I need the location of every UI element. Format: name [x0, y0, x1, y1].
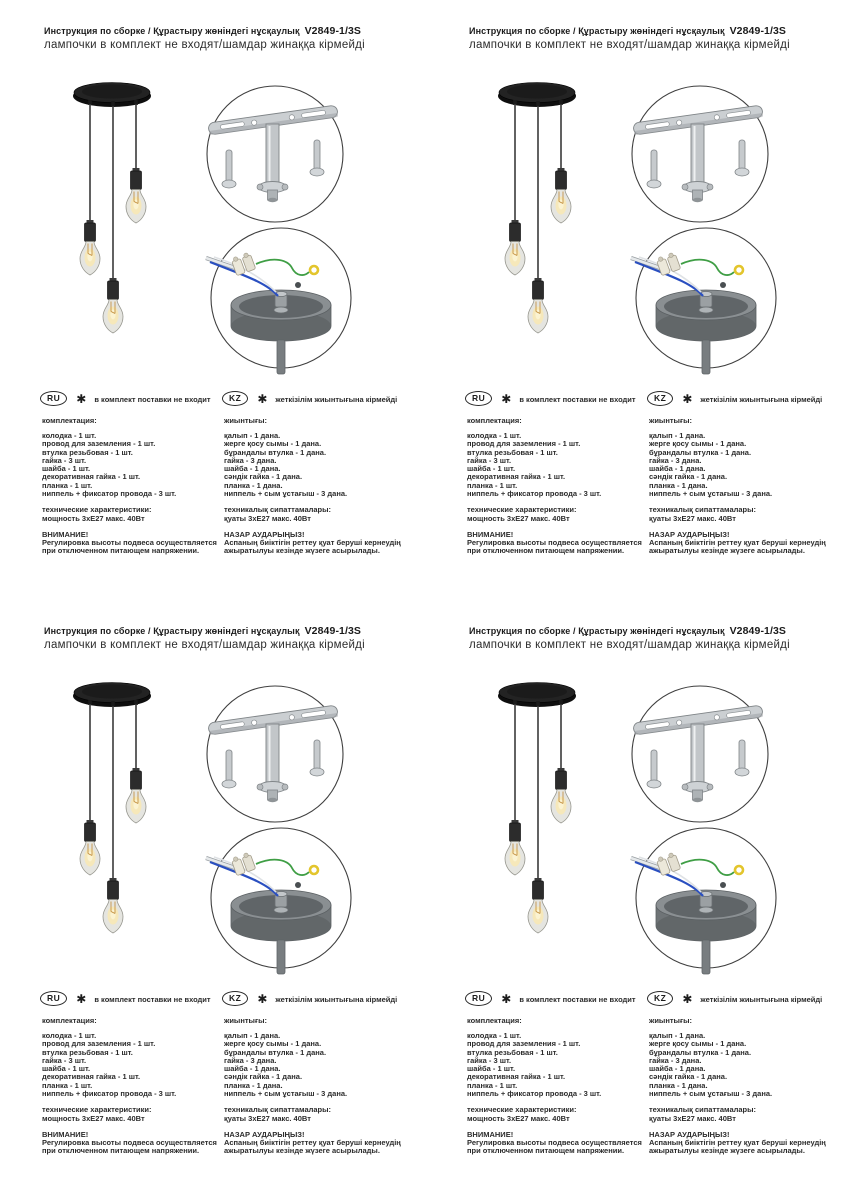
not-included-note-ru: в комплект поставки не входит: [519, 995, 636, 1004]
tech-title-ru: технические характеристики:: [42, 505, 152, 515]
part-item: қалып - 1 дана.: [224, 431, 281, 440]
bulb-unit: [551, 168, 571, 223]
mounting-bracket-detail-icon: [207, 686, 343, 822]
screw-dot-icon: [295, 282, 301, 288]
parts-list-ru: [467, 1032, 649, 1098]
warning-text-ru: Регулировка высоты подвеса осуществляется при отключенном питающем напряжении.: [42, 1137, 217, 1156]
parts-list-title-kz: жиынтығы:: [224, 1016, 267, 1025]
warning-kz: [224, 530, 420, 556]
tech-title-ru: технические характеристики:: [467, 505, 577, 515]
assembly-title: Инструкция по сборке / Құрастыру жөніндегі нұсқаулық: [44, 626, 300, 636]
bulb-unit: [80, 820, 100, 875]
screw-dot-icon: [720, 282, 726, 288]
tech-title-ru: технические характеристики:: [467, 1105, 577, 1115]
part-item: шайба - 1 шт.: [467, 464, 516, 474]
part-item: планка - 1 дана.: [224, 1080, 283, 1090]
part-item: жерге қосу сымы - 1 дана.: [649, 439, 747, 449]
parts-column-kz: [649, 1016, 845, 1156]
instruction-sheet: [0, 0, 425, 600]
parts-list-title-kz: жиынтығы:: [649, 1016, 692, 1025]
lang-badge-kz: KZ: [222, 991, 248, 1006]
tech-title-kz: техникалық сипаттамалары:: [649, 505, 757, 515]
tech-value-kz: қуаты 3хЕ27 макс. 40Вт: [649, 1113, 736, 1123]
not-included-note-kz: жеткізілім жиынтығына кірмейді: [700, 395, 823, 404]
part-item: шайба - 1 шт.: [42, 1064, 91, 1074]
warning-text-ru: Регулировка высоты подвеса осуществляется при отключенном питающем напряжении.: [467, 537, 642, 556]
legend-kz: [222, 391, 397, 406]
instruction-sheet: [425, 0, 849, 600]
bulb-unit: [551, 768, 571, 823]
assembly-illustration: [455, 58, 795, 378]
assembly-title: Инструкция по сборке / Құрастыру жөніндегі нұсқаулық: [44, 26, 300, 36]
warning-text-kz: Аспаның биіктігін реттеу қуат беруші кернеудің ажыратылуы кезінде жүзеге асырылады.: [649, 537, 826, 556]
part-item: ниппель + сым ұстағыш - 3 дана.: [649, 1089, 773, 1099]
tech-title-ru: технические характеристики:: [42, 1105, 152, 1115]
warning-title-kz: НАЗАР АУДАРЫҢЫЗ!: [224, 1129, 305, 1139]
not-included-note-kz: жеткізілім жиынтығына кірмейді: [700, 995, 823, 1004]
part-item: декоративная гайка - 1 шт.: [467, 472, 566, 482]
legend-ru: [40, 991, 211, 1006]
bulb-unit: [126, 168, 146, 223]
part-item: бұрандалы втулка - 1 дана.: [649, 447, 752, 457]
model-number: V2849-1/3S: [729, 25, 787, 37]
parts-list-title-kz: жиынтығы:: [649, 416, 692, 425]
mounting-bracket-detail-icon: [207, 86, 343, 222]
bulb-unit: [505, 820, 525, 875]
lang-badge-kz: KZ: [647, 391, 673, 406]
part-item: гайка - 3 шт.: [467, 455, 512, 465]
header-title-row: [44, 25, 365, 37]
tech-value-kz: қуаты 3хЕ27 макс. 40Вт: [224, 513, 311, 523]
bulb-unit: [528, 878, 548, 933]
part-item: колодка - 1 шт.: [42, 431, 97, 440]
warning-text-kz: Аспаның биіктігін реттеу қуат беруші кернеудің ажыратылуы кезінде жүзеге асырылады.: [224, 1137, 401, 1156]
tech-value-kz: қуаты 3хЕ27 макс. 40Вт: [649, 513, 736, 523]
warning-ru: [42, 530, 224, 556]
asterisk-icon: ✱: [501, 991, 512, 1006]
part-item: планка - 1 дана.: [649, 480, 708, 490]
warning-title-ru: ВНИМАНИЕ!: [42, 529, 89, 539]
wiring-detail-icon: [631, 228, 776, 374]
bulbs-not-included-note: лампочки в комплект не входят/шамдар жинаққа кірмейді: [469, 639, 790, 651]
parts-list-title-ru: комплектация:: [42, 416, 97, 425]
tech-specs-kz: [224, 506, 420, 523]
parts-column-kz: [224, 1016, 420, 1156]
lang-badge-ru: RU: [40, 391, 67, 406]
warning-text-ru: Регулировка высоты подвеса осуществляется при отключенном питающем напряжении.: [467, 1137, 642, 1156]
tech-specs-ru: [42, 1106, 224, 1123]
warning-title-kz: НАЗАР АУДАРЫҢЫЗ!: [224, 529, 305, 539]
assembly-title: Инструкция по сборке / Құрастыру жөніндегі нұсқаулық: [469, 626, 725, 636]
warning-ru: [42, 1130, 224, 1156]
tech-value-kz: қуаты 3хЕ27 макс. 40Вт: [224, 1113, 311, 1123]
part-item: втулка резьбовая - 1 шт.: [42, 1047, 133, 1057]
asterisk-icon: ✱: [501, 391, 512, 406]
header-title-row: [469, 625, 790, 637]
warning-title-ru: ВНИМАНИЕ!: [467, 529, 514, 539]
tech-title-kz: техникалық сипаттамалары:: [224, 505, 332, 515]
warning-ru: [467, 1130, 649, 1156]
lang-badge-kz: KZ: [222, 391, 248, 406]
part-item: сәндік гайка - 1 дана.: [224, 472, 303, 482]
pendant-lamp-icon: [73, 683, 151, 934]
part-item: втулка резьбовая - 1 шт.: [467, 447, 558, 457]
parts-list-kz: [224, 1032, 420, 1098]
parts-list-kz: [649, 432, 845, 498]
part-item: бұрандалы втулка - 1 дана.: [224, 447, 327, 457]
part-item: сәндік гайка - 1 дана.: [649, 472, 728, 482]
parts-list-ru: [42, 432, 224, 498]
bulb-unit: [103, 878, 123, 933]
part-item: бұрандалы втулка - 1 дана.: [649, 1047, 752, 1057]
part-item: гайка - 3 дана.: [649, 1055, 702, 1065]
part-item: ниппель + фиксатор провода - 3 шт.: [42, 489, 177, 499]
model-number: V2849-1/3S: [729, 625, 787, 637]
bulb-unit: [80, 220, 100, 275]
parts-column-ru: [42, 1016, 224, 1156]
part-item: гайка - 3 шт.: [467, 1055, 512, 1065]
lang-badge-kz: KZ: [647, 991, 673, 1006]
warning-title-ru: ВНИМАНИЕ!: [42, 1129, 89, 1139]
part-item: планка - 1 шт.: [467, 480, 518, 490]
part-item: жерге қосу сымы - 1 дана.: [649, 1039, 747, 1049]
assembly-illustration: [30, 658, 370, 978]
pendant-lamp-icon: [498, 83, 576, 334]
not-included-note-ru: в комплект поставки не входит: [94, 395, 211, 404]
instruction-sheet: [0, 600, 425, 1200]
bulbs-not-included-note: лампочки в комплект не входят/шамдар жинаққа кірмейді: [44, 639, 365, 651]
screw-dot-icon: [720, 882, 726, 888]
tech-value-ru: мощность 3хЕ27 макс. 40Вт: [467, 1113, 570, 1123]
part-item: шайба - 1 дана.: [224, 1064, 281, 1074]
not-included-note-ru: в комплект поставки не входит: [94, 995, 211, 1004]
mounting-bracket-detail-icon: [632, 86, 768, 222]
sheet-header: [44, 25, 365, 51]
tech-value-ru: мощность 3хЕ27 макс. 40Вт: [42, 513, 145, 523]
asterisk-icon: ✱: [76, 991, 87, 1006]
assembly-title: Инструкция по сборке / Құрастыру жөніндегі нұсқаулық: [469, 26, 725, 36]
tech-specs-kz: [649, 1106, 845, 1123]
mounting-bracket-detail-icon: [632, 686, 768, 822]
warning-title-kz: НАЗАР АУДАРЫҢЫЗ!: [649, 529, 730, 539]
not-included-note-ru: в комплект поставки не входит: [519, 395, 636, 404]
tech-specs-ru: [467, 506, 649, 523]
header-title-row: [44, 625, 365, 637]
part-item: шайба - 1 дана.: [649, 1064, 706, 1074]
part-item: қалып - 1 дана.: [649, 431, 706, 440]
part-item: планка - 1 дана.: [224, 480, 283, 490]
part-item: колодка - 1 шт.: [467, 431, 522, 440]
legend-ru: [40, 391, 211, 406]
tech-title-kz: техникалық сипаттамалары:: [649, 1105, 757, 1115]
tech-specs-kz: [649, 506, 845, 523]
parts-list-ru: [467, 432, 649, 498]
bulb-unit: [126, 768, 146, 823]
not-included-note-kz: жеткізілім жиынтығына кірмейді: [275, 995, 398, 1004]
parts-list-title-ru: комплектация:: [467, 1016, 522, 1025]
tech-value-ru: мощность 3хЕ27 макс. 40Вт: [467, 513, 570, 523]
parts-list-ru: [42, 1032, 224, 1098]
asterisk-icon: ✱: [257, 991, 268, 1006]
bulbs-not-included-note: лампочки в комплект не входят/шамдар жинаққа кірмейді: [44, 39, 365, 51]
part-item: шайба - 1 шт.: [42, 464, 91, 474]
part-item: ниппель + сым ұстағыш - 3 дана.: [224, 1089, 348, 1099]
parts-list-kz: [224, 432, 420, 498]
part-item: ниппель + сым ұстағыш - 3 дана.: [649, 489, 773, 499]
part-item: декоративная гайка - 1 шт.: [42, 1072, 141, 1082]
part-item: гайка - 3 дана.: [224, 1055, 277, 1065]
tech-specs-ru: [467, 1106, 649, 1123]
assembly-illustration: [455, 658, 795, 978]
part-item: жерге қосу сымы - 1 дана.: [224, 1039, 322, 1049]
warning-kz: [649, 530, 845, 556]
part-item: планка - 1 шт.: [42, 1080, 93, 1090]
part-item: бұрандалы втулка - 1 дана.: [224, 1047, 327, 1057]
legend-kz: [647, 991, 822, 1006]
part-item: гайка - 3 дана.: [224, 455, 277, 465]
part-item: провод для заземления - 1 шт.: [42, 1039, 156, 1049]
asterisk-icon: ✱: [682, 991, 693, 1006]
part-item: планка - 1 шт.: [467, 1080, 518, 1090]
pendant-lamp-icon: [498, 683, 576, 934]
warning-text-ru: Регулировка высоты подвеса осуществляется при отключенном питающем напряжении.: [42, 537, 217, 556]
bulbs-not-included-note: лампочки в комплект не входят/шамдар жинаққа кірмейді: [469, 39, 790, 51]
part-item: шайба - 1 дана.: [649, 464, 706, 474]
instruction-sheet: [425, 600, 849, 1200]
tech-value-ru: мощность 3хЕ27 макс. 40Вт: [42, 1113, 145, 1123]
bulb-unit: [505, 220, 525, 275]
part-item: гайка - 3 дана.: [649, 455, 702, 465]
lang-badge-ru: RU: [40, 991, 67, 1006]
model-number: V2849-1/3S: [304, 625, 362, 637]
part-item: провод для заземления - 1 шт.: [467, 1039, 581, 1049]
legend-kz: [647, 391, 822, 406]
lang-badge-ru: RU: [465, 991, 492, 1006]
warning-text-kz: Аспаның биіктігін реттеу қуат беруші кернеудің ажыратылуы кезінде жүзеге асырылады.: [224, 537, 401, 556]
legend-ru: [465, 391, 636, 406]
part-item: сәндік гайка - 1 дана.: [224, 1072, 303, 1082]
part-item: провод для заземления - 1 шт.: [467, 439, 581, 449]
warning-title-ru: ВНИМАНИЕ!: [467, 1129, 514, 1139]
parts-column-ru: [42, 416, 224, 556]
parts-column-kz: [649, 416, 845, 556]
warning-title-kz: НАЗАР АУДАРЫҢЫЗ!: [649, 1129, 730, 1139]
parts-list-title-ru: комплектация:: [42, 1016, 97, 1025]
part-item: қалып - 1 дана.: [649, 1031, 706, 1040]
parts-list-title-ru: комплектация:: [467, 416, 522, 425]
parts-column-ru: [467, 1016, 649, 1156]
asterisk-icon: ✱: [682, 391, 693, 406]
warning-text-kz: Аспаның биіктігін реттеу қуат беруші кернеудің ажыратылуы кезінде жүзеге асырылады.: [649, 1137, 826, 1156]
part-item: планка - 1 дана.: [649, 1080, 708, 1090]
screw-dot-icon: [295, 882, 301, 888]
legend-kz: [222, 991, 397, 1006]
part-item: ниппель + сым ұстағыш - 3 дана.: [224, 489, 348, 499]
warning-kz: [649, 1130, 845, 1156]
parts-column-kz: [224, 416, 420, 556]
asterisk-icon: ✱: [76, 391, 87, 406]
wiring-detail-icon: [206, 228, 351, 374]
part-item: гайка - 3 шт.: [42, 1055, 87, 1065]
part-item: декоративная гайка - 1 шт.: [42, 472, 141, 482]
part-item: қалып - 1 дана.: [224, 1031, 281, 1040]
wiring-detail-icon: [631, 828, 776, 974]
part-item: сәндік гайка - 1 дана.: [649, 1072, 728, 1082]
legend-ru: [465, 991, 636, 1006]
pendant-lamp-icon: [73, 83, 151, 334]
not-included-note-kz: жеткізілім жиынтығына кірмейді: [275, 395, 398, 404]
model-number: V2849-1/3S: [304, 25, 362, 37]
wiring-detail-icon: [206, 828, 351, 974]
sheet-header: [469, 625, 790, 651]
part-item: декоративная гайка - 1 шт.: [467, 1072, 566, 1082]
part-item: провод для заземления - 1 шт.: [42, 439, 156, 449]
part-item: шайба - 1 дана.: [224, 464, 281, 474]
lang-badge-ru: RU: [465, 391, 492, 406]
sheet-header: [44, 625, 365, 651]
part-item: планка - 1 шт.: [42, 480, 93, 490]
part-item: колодка - 1 шт.: [467, 1031, 522, 1040]
part-item: шайба - 1 шт.: [467, 1064, 516, 1074]
bulb-unit: [103, 278, 123, 333]
asterisk-icon: ✱: [257, 391, 268, 406]
part-item: втулка резьбовая - 1 шт.: [42, 447, 133, 457]
part-item: ниппель + фиксатор провода - 3 шт.: [42, 1089, 177, 1099]
tech-title-kz: техникалық сипаттамалары:: [224, 1105, 332, 1115]
parts-list-kz: [649, 1032, 845, 1098]
part-item: гайка - 3 шт.: [42, 455, 87, 465]
sheet-header: [469, 25, 790, 51]
warning-ru: [467, 530, 649, 556]
parts-column-ru: [467, 416, 649, 556]
tech-specs-ru: [42, 506, 224, 523]
part-item: втулка резьбовая - 1 шт.: [467, 1047, 558, 1057]
bulb-unit: [528, 278, 548, 333]
part-item: колодка - 1 шт.: [42, 1031, 97, 1040]
parts-list-title-kz: жиынтығы:: [224, 416, 267, 425]
tech-specs-kz: [224, 1106, 420, 1123]
header-title-row: [469, 25, 790, 37]
assembly-illustration: [30, 58, 370, 378]
part-item: ниппель + фиксатор провода - 3 шт.: [467, 1089, 602, 1099]
part-item: жерге қосу сымы - 1 дана.: [224, 439, 322, 449]
part-item: ниппель + фиксатор провода - 3 шт.: [467, 489, 602, 499]
warning-kz: [224, 1130, 420, 1156]
